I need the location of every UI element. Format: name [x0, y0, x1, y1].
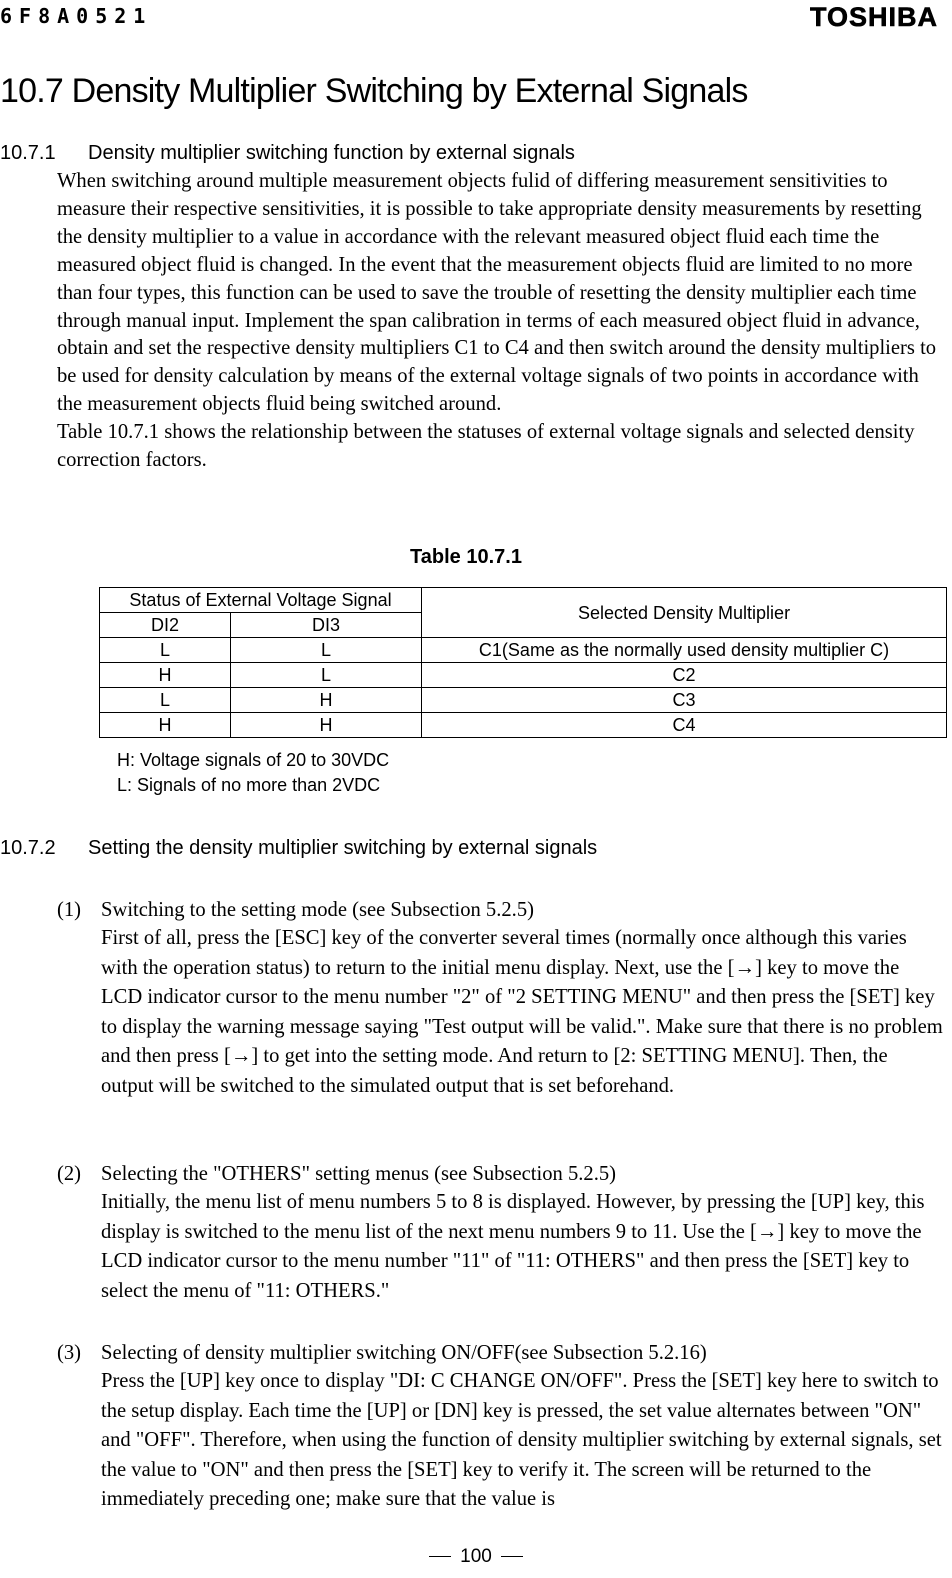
step-title: Switching to the setting mode (see Subsection 5.2.5)	[101, 899, 534, 921]
cell-di2: L	[100, 688, 231, 713]
step-body: Press the [UP] key once to display "DI: C CHANGE ON/OFF". Press the [SET] key here to switch to the setup display. Each time the [UP] or [DN] key is pressed, the set value alternates between "ON" and "OFF". Therefore, when using the function of density multiplier switching by external signals, set the value to "ON" and then press the [SET] key to verify it. The screen will be returned to the immediately preceding one; make sure that the value is	[101, 1370, 942, 1510]
step-number: (3)	[57, 1342, 82, 1364]
header-di2: DI2	[100, 613, 231, 638]
dash-left	[429, 1556, 451, 1557]
cell-multiplier: C4	[422, 713, 947, 738]
table-row	[100, 663, 947, 688]
intro-paragraph	[57, 168, 945, 475]
cell-multiplier: C1(Same as the normally used density multiplier C)	[422, 638, 947, 663]
table-row	[100, 638, 947, 663]
step-3	[57, 1339, 945, 1515]
cell-di2: H	[100, 663, 231, 688]
dash-right	[501, 1556, 523, 1557]
cell-di3: L	[231, 638, 422, 663]
step-number: (1)	[57, 899, 82, 921]
header-status-signal: Status of External Voltage Signal	[100, 588, 422, 613]
page-number	[0, 1546, 952, 1568]
document-code: 6F8A0521	[0, 4, 153, 28]
table-caption: Table 10.7.1	[410, 546, 522, 568]
table-reference-text: Table 10.7.1 shows the relationship between the statuses of external voltage signals and selected density correction factors.	[57, 421, 915, 472]
step-title: Selecting the "OTHERS" setting menus (see Subsection 5.2.5)	[101, 1163, 616, 1185]
table-row	[100, 688, 947, 713]
subsection-heading-10-7-1	[0, 142, 575, 165]
cell-multiplier: C3	[422, 688, 947, 713]
table-header-row	[100, 588, 947, 613]
subsection-number: 10.7.1	[0, 142, 56, 164]
step-1	[57, 896, 945, 1101]
step-2	[57, 1160, 945, 1306]
step-body: Initially, the menu list of menu numbers 5 to 8 is displayed. However, by pressing the [UP] key, this display is switched to the menu list of the next menu numbers 9 to 11. Use the [→] key to move the LCD indicator cursor to the menu number "11" of "11: OTHERS" and then press the [SET] key to select the menu of "11: OTHERS."	[101, 1191, 925, 1302]
density-multiplier-table	[99, 587, 947, 738]
step-body: First of all, press the [ESC] key of the converter several times (normally once although this varies with the operation status) to return to the initial menu display. Next, use the [→] key to move the LCD indicator cursor to the menu number "2" of "2 SETTING MENU" and then press the [SET] key to display the warning message saying "Test output will be valid.". Make sure that there is no problem and then press [→] to get into the setting mode. And return to [2: SETTING MENU]. Then, the output will be switched to the simulated output that is set beforehand.	[101, 927, 943, 1097]
subsection-heading-10-7-2	[0, 837, 597, 860]
cell-di2: H	[100, 713, 231, 738]
header-di3: DI3	[231, 613, 422, 638]
step-title: Selecting of density multiplier switching ON/OFF(see Subsection 5.2.16)	[101, 1342, 707, 1364]
section-title: 10.7 Density Multiplier Switching by External Signals	[0, 72, 748, 110]
cell-di2: L	[100, 638, 231, 663]
table-note-l: L: Signals of no more than 2VDC	[117, 775, 381, 795]
subsection-title: Density multiplier switching function by external signals	[88, 142, 575, 164]
intro-paragraph-text: When switching around multiple measurement objects fulid of differing measurement sensitivities to measure their respective sensitivities, it is possible to take appropriate density measurements by resetting the density multiplier to a value in accordance with the relevant measured object fluid each time the measured object fluid is changed. In the event that the measurement objects fluid are limited to no more than four types, this function can be used to save the trouble of resetting the density multiplier each time through manual input. Implement the span calibration in terms of each measured object fluid in advance, obtain and set the respective density multipliers C1 to C4 and then switch around the density multipliers to be used for density calculation by means of the external voltage signals of two points in accordance with the measurement objects fluid being switched around.	[57, 170, 937, 416]
cell-di3: H	[231, 688, 422, 713]
table-row	[100, 713, 947, 738]
table-note-h: H: Voltage signals of 20 to 30VDC	[117, 750, 390, 770]
cell-di3: L	[231, 663, 422, 688]
cell-di3: H	[231, 713, 422, 738]
toshiba-logo: TOSHIBA	[809, 2, 938, 32]
subsection-title: Setting the density multiplier switching by external signals	[88, 837, 598, 859]
cell-multiplier: C2	[422, 663, 947, 688]
step-number: (2)	[57, 1163, 82, 1185]
subsection-number: 10.7.2	[0, 837, 56, 859]
page-number-text: 100	[460, 1546, 492, 1567]
header-selected-multiplier: Selected Density Multiplier	[422, 588, 947, 638]
